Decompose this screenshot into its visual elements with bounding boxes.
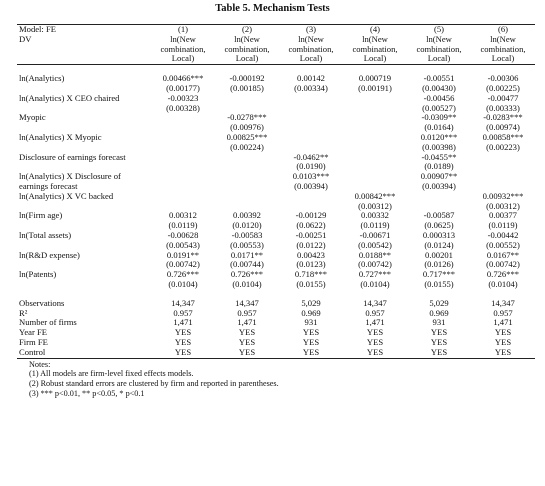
coefficient-cell: -0.0462** <box>293 151 329 162</box>
variable-label: ln(Analytics) X CEO chaired <box>19 92 120 103</box>
coefficient-cell: 0.00932*** <box>482 190 524 201</box>
variable-label: ln(Total assets) <box>19 229 72 240</box>
std-error-cell: (0.00185) <box>230 82 264 93</box>
coefficient-cell: -0.0278*** <box>227 112 267 123</box>
stat-value: 14,347 <box>235 297 259 308</box>
std-error-cell: (0.0119) <box>168 220 198 231</box>
variable-label: ln(Firm age) <box>19 210 63 221</box>
coefficient-cell <box>279 113 343 123</box>
column-dv-line: ln(New <box>426 33 452 44</box>
std-error-cell: (0.00394) <box>422 180 456 191</box>
model-label: Model: FE <box>17 25 151 35</box>
spacer-row <box>17 290 535 299</box>
coefficient-cell: -0.00323 <box>167 92 199 103</box>
stat-value: YES <box>238 327 256 338</box>
std-error-cell: (0.00224) <box>230 141 264 152</box>
std-error-cell: (0.00527) <box>422 102 456 113</box>
std-error-cell: (0.0120) <box>232 220 262 231</box>
column-dv-line: combination, <box>288 43 334 54</box>
table-title: Table 5. Mechanism Tests <box>215 3 330 14</box>
coefficient-cell: -0.00477 <box>487 92 519 103</box>
column-dv-line: combination, <box>352 43 398 54</box>
mechanism-table <box>17 24 535 359</box>
stat-value: YES <box>302 336 320 347</box>
stat-value: 0.969 <box>301 307 321 318</box>
column-dv-line: ln(New <box>490 33 516 44</box>
std-error-cell: (0.0123) <box>296 259 326 270</box>
coefficient-cell <box>151 113 215 123</box>
std-error-cell: (0.00744) <box>230 259 264 270</box>
coefficient-cell: 0.00842*** <box>354 190 396 201</box>
column-number: (3) <box>279 25 343 35</box>
std-error-cell: (0.00553) <box>230 239 264 250</box>
variable-label: ln(Analytics) X Myopic <box>19 131 102 142</box>
coefficient-cell <box>471 172 535 182</box>
std-error-cell: (0.0119) <box>488 220 518 231</box>
coef-row <box>17 74 535 84</box>
std-error-cell: (0.0622) <box>296 220 326 231</box>
coefficient-cell: 0.000719 <box>358 73 392 84</box>
stat-value: 1,471 <box>237 317 257 328</box>
coef-row <box>17 113 535 123</box>
column-dv-line: combination, <box>224 43 270 54</box>
coefficient-cell: 0.0191** <box>166 249 200 260</box>
stat-label: Number of firms <box>19 317 77 328</box>
std-error-cell: (0.00328) <box>166 102 200 113</box>
coefficient-cell: -0.0309** <box>421 112 457 123</box>
stat-value: YES <box>494 327 512 338</box>
column-dv-line: ln(New <box>362 33 388 44</box>
coefficient-cell: 0.00312 <box>169 210 197 221</box>
variable-label: ln(Analytics) <box>19 73 65 84</box>
coefficient-cell <box>343 153 407 163</box>
coef-row <box>17 231 535 241</box>
stat-row <box>17 338 535 348</box>
coefficient-cell: -0.000192 <box>229 73 265 84</box>
stat-value: YES <box>302 327 320 338</box>
coefficient-cell: 0.00377 <box>489 210 517 221</box>
dv-label: DV <box>19 33 32 44</box>
se-row <box>17 241 535 251</box>
column-dv-line: Local) <box>407 54 471 64</box>
column-number: (6) <box>471 25 535 35</box>
std-error-cell: (0.0190) <box>296 161 326 172</box>
se-row <box>17 202 535 212</box>
std-error-cell: (0.0155) <box>424 278 454 289</box>
column-dv-line: combination, <box>480 43 526 54</box>
std-error-cell: (0.00312) <box>358 200 392 211</box>
coefficient-cell <box>343 133 407 143</box>
coefficient-cell <box>279 94 343 104</box>
std-error-cell <box>343 104 407 114</box>
stat-value: YES <box>471 348 535 358</box>
variable-label: ln(Analytics) X Disclosure of <box>19 171 121 182</box>
std-error-cell: (0.00398) <box>422 141 456 152</box>
std-error-cell: (0.0104) <box>360 278 390 289</box>
std-error-cell: (0.00742) <box>166 259 200 270</box>
coefficient-cell: -0.00551 <box>423 73 455 84</box>
variable-label: Disclosure of earnings forecast <box>19 151 126 162</box>
note-line: (3) *** p<0.01, ** p<0.05, * p<0.1 <box>29 388 145 398</box>
column-number: (5) <box>407 25 471 35</box>
stat-row <box>17 318 535 328</box>
coefficient-cell: 0.00466*** <box>162 73 204 84</box>
table-body <box>17 25 535 359</box>
notes-heading: Notes: <box>29 359 51 369</box>
coefficient-cell: 0.726*** <box>486 269 520 280</box>
std-error-cell <box>343 143 407 153</box>
variable-label: Myopic <box>19 112 46 123</box>
std-error-cell: (0.00394) <box>294 180 328 191</box>
std-error-cell: (0.0625) <box>424 220 454 231</box>
stat-value: 14,347 <box>491 297 515 308</box>
stat-value: 931 <box>432 317 446 328</box>
std-error-cell: (0.00430) <box>422 82 456 93</box>
stat-value: YES <box>238 336 256 347</box>
stat-value: 0.957 <box>173 307 193 318</box>
spacer-row <box>17 65 535 75</box>
std-error-cell: (0.0104) <box>168 278 198 289</box>
coefficient-cell: 0.00332 <box>361 210 389 221</box>
stat-value: YES <box>279 348 343 358</box>
stat-value: YES <box>215 348 279 358</box>
coef-row <box>17 251 535 261</box>
std-error-cell: (0.00333) <box>486 102 520 113</box>
column-dv-line: ln(New <box>170 33 196 44</box>
coefficient-cell: 0.00201 <box>425 249 453 260</box>
stat-value: YES <box>494 336 512 347</box>
coefficient-cell: 0.00142 <box>297 73 325 84</box>
stat-value: YES <box>430 327 448 338</box>
stat-value: 5,029 <box>429 297 449 308</box>
coefficient-cell <box>151 133 215 143</box>
std-error-cell: (0.0155) <box>296 278 326 289</box>
coefficient-cell: -0.00587 <box>423 210 455 221</box>
stat-value: YES <box>151 348 215 358</box>
coefficient-cell: 0.0171** <box>230 249 264 260</box>
std-error-cell <box>151 143 215 153</box>
header-row-1 <box>17 25 535 35</box>
stat-value: 1,471 <box>173 317 193 328</box>
stat-value: 14,347 <box>171 297 195 308</box>
variable-label: ln(Patents) <box>19 269 57 280</box>
variable-label: ln(Analytics) X VC backed <box>19 190 114 201</box>
coef-row <box>17 153 535 163</box>
column-dv-line: ln(New <box>298 33 324 44</box>
column-dv-line: Local) <box>279 54 343 64</box>
std-error-cell: (0.00225) <box>486 82 520 93</box>
header-row-3 <box>17 45 535 55</box>
stat-value: 0.969 <box>429 307 449 318</box>
stat-value: YES <box>343 348 407 358</box>
note-line: (2) Robust standard errors are clustered by firm and reported in parentheses. <box>29 378 279 388</box>
stat-row <box>17 309 535 319</box>
std-error-cell: (0.00976) <box>230 122 264 133</box>
column-dv-line: Local) <box>151 54 215 64</box>
coefficient-cell: 0.00392 <box>233 210 261 221</box>
std-error-cell <box>471 162 535 172</box>
std-error-cell: (0.00742) <box>358 259 392 270</box>
coefficient-cell: -0.00306 <box>487 73 519 84</box>
column-dv-line: Local) <box>471 54 535 64</box>
coefficient-cell <box>343 113 407 123</box>
coefficient-cell: -0.0455** <box>421 151 457 162</box>
stat-row <box>17 328 535 338</box>
std-error-cell: (0.00543) <box>166 239 200 250</box>
std-error-cell <box>215 182 279 192</box>
stat-row <box>17 299 535 309</box>
stat-row <box>17 348 535 358</box>
variable-label-cont: earnings forecast <box>19 180 78 191</box>
se-row <box>17 221 535 231</box>
column-dv-line: combination, <box>160 43 206 54</box>
coefficient-cell <box>215 172 279 182</box>
stat-value: 5,029 <box>301 297 321 308</box>
coef-row <box>17 133 535 143</box>
std-error-cell: (0.00742) <box>486 259 520 270</box>
coefficient-cell: 0.717*** <box>422 269 456 280</box>
coefficient-cell <box>151 172 215 182</box>
coefficient-cell <box>151 192 215 202</box>
coefficient-cell: 0.727*** <box>358 269 392 280</box>
coefficient-cell <box>279 133 343 143</box>
std-error-cell: (0.00542) <box>358 239 392 250</box>
column-number: (4) <box>343 25 407 35</box>
column-dv-line: Local) <box>215 54 279 64</box>
stat-value: 1,471 <box>365 317 385 328</box>
std-error-cell: (0.00552) <box>486 239 520 250</box>
coef-row <box>17 211 535 221</box>
coefficient-cell: -0.00628 <box>167 229 199 240</box>
se-row <box>17 280 535 290</box>
stat-value: 0.957 <box>365 307 385 318</box>
std-error-cell: (0.0104) <box>232 278 262 289</box>
std-error-cell: (0.00177) <box>166 82 200 93</box>
se-row <box>17 260 535 270</box>
coefficient-cell: -0.00456 <box>423 92 455 103</box>
std-error-cell: (0.0122) <box>296 239 326 250</box>
stat-value: YES <box>366 327 384 338</box>
coefficient-cell: -0.00251 <box>295 229 327 240</box>
coefficient-cell <box>407 192 471 202</box>
coefficient-cell: 0.00858*** <box>482 131 524 142</box>
coefficient-cell: -0.00129 <box>295 210 327 221</box>
std-error-cell: (0.0124) <box>424 239 454 250</box>
column-dv-line: combination, <box>416 43 462 54</box>
coef-row <box>17 192 535 202</box>
coef-row <box>17 270 535 280</box>
coefficient-cell: 0.726*** <box>230 269 264 280</box>
stat-value: 1,471 <box>493 317 513 328</box>
column-number: (1) <box>151 25 215 35</box>
coefficient-cell <box>343 94 407 104</box>
column-dv-line: ln(New <box>234 33 260 44</box>
stat-value: 14,347 <box>363 297 387 308</box>
stat-value: YES <box>174 327 192 338</box>
coefficient-cell: 0.00423 <box>297 249 325 260</box>
table-notes <box>17 360 535 399</box>
stat-value: 0.957 <box>493 307 513 318</box>
std-error-cell: (0.00974) <box>486 122 520 133</box>
std-error-cell <box>343 162 407 172</box>
std-error-cell <box>151 182 215 192</box>
coef-row <box>17 94 535 104</box>
coefficient-cell <box>215 94 279 104</box>
std-error-cell: (0.0189) <box>424 161 454 172</box>
std-error-cell <box>343 123 407 133</box>
coefficient-cell <box>279 192 343 202</box>
std-error-cell <box>151 123 215 133</box>
coefficient-cell <box>343 172 407 182</box>
stat-value: 0.957 <box>237 307 257 318</box>
coefficient-cell: 0.0167** <box>486 249 520 260</box>
coefficient-cell: -0.00671 <box>359 229 391 240</box>
stat-label: Year FE <box>19 327 48 338</box>
stat-label: Observations <box>19 297 65 308</box>
stat-value: YES <box>174 336 192 347</box>
column-dv-line: Local) <box>343 54 407 64</box>
std-error-cell: (0.00334) <box>294 82 328 93</box>
stat-value: 931 <box>304 317 318 328</box>
coefficient-cell <box>215 153 279 163</box>
std-error-cell: (0.00191) <box>358 82 392 93</box>
coefficient-cell: 0.0188** <box>358 249 392 260</box>
header-row-4 <box>17 54 535 64</box>
coefficient-cell: -0.00583 <box>231 229 263 240</box>
stat-value: YES <box>407 348 471 358</box>
stat-label: Firm FE <box>19 336 48 347</box>
note-line: (1) All models are firm-level fixed effects models. <box>29 369 194 379</box>
mechanism-table-container <box>17 24 535 398</box>
coefficient-cell <box>215 192 279 202</box>
stat-label: Control <box>17 348 151 358</box>
std-error-cell: (0.0119) <box>360 220 390 231</box>
std-error-cell: (0.00312) <box>486 200 520 211</box>
coefficient-cell: 0.718*** <box>294 269 328 280</box>
column-number: (2) <box>215 25 279 35</box>
stat-label: R² <box>19 307 28 318</box>
coefficient-cell: 0.00825*** <box>226 131 268 142</box>
coefficient-cell: -0.0283*** <box>483 112 523 123</box>
std-error-cell <box>215 162 279 172</box>
se-row <box>17 104 535 114</box>
stat-value: YES <box>430 336 448 347</box>
coefficient-cell: 0.000313 <box>422 229 456 240</box>
coefficient-cell: -0.00442 <box>487 229 519 240</box>
coefficient-cell: 0.0120*** <box>420 131 458 142</box>
coefficient-cell: 0.726*** <box>166 269 200 280</box>
std-error-cell: (0.0164) <box>424 122 454 133</box>
coefficient-cell: 0.0103*** <box>292 171 330 182</box>
coefficient-cell <box>471 153 535 163</box>
std-error-cell <box>279 123 343 133</box>
std-error-cell: (0.00223) <box>486 141 520 152</box>
std-error-cell: (0.0104) <box>488 278 518 289</box>
stat-value: YES <box>366 336 384 347</box>
coef-row <box>17 172 535 182</box>
variable-label: ln(R&D expense) <box>19 249 80 260</box>
coefficient-cell: 0.00907** <box>420 171 458 182</box>
std-error-cell <box>151 162 215 172</box>
std-error-cell <box>279 104 343 114</box>
std-error-cell: (0.0126) <box>424 259 454 270</box>
coefficient-cell <box>151 153 215 163</box>
